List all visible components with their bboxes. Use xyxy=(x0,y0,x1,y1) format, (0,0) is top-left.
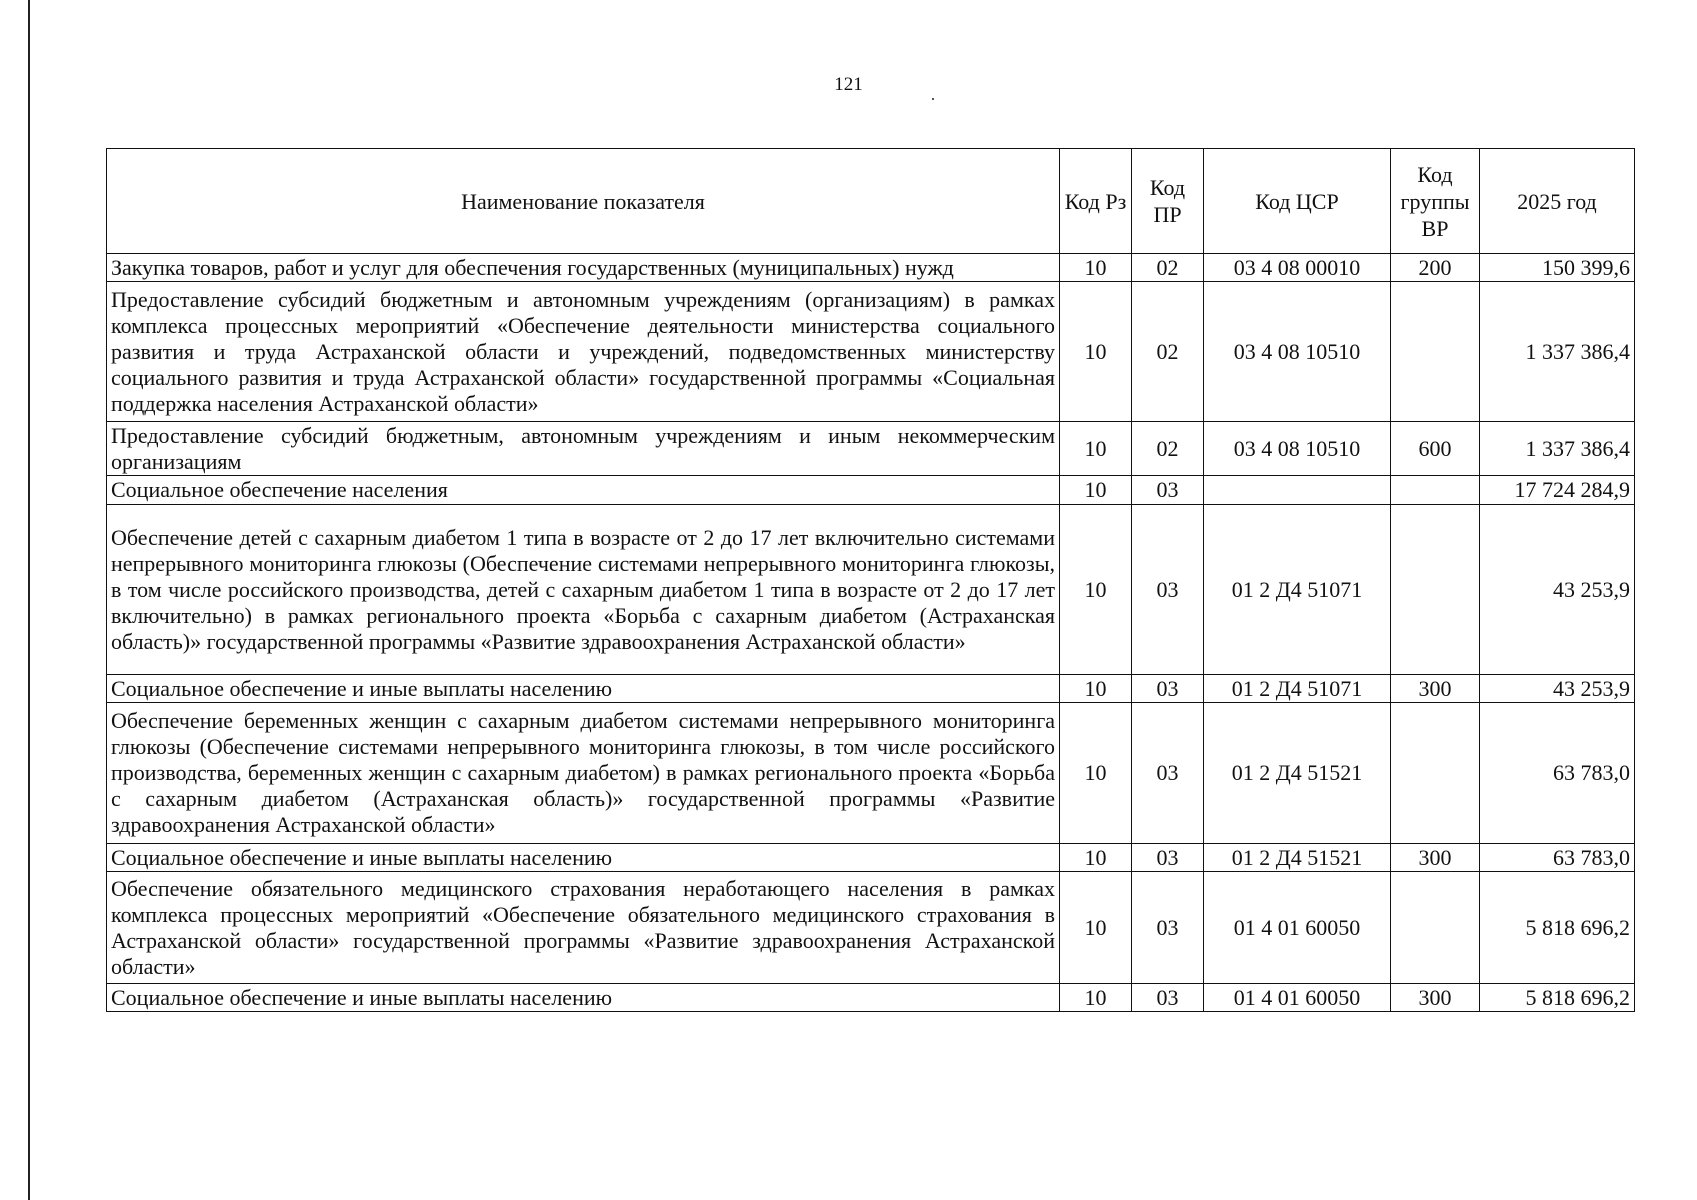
table-row xyxy=(107,505,1635,675)
cell-value: 1 337 386,4 xyxy=(1480,282,1635,422)
table-row xyxy=(107,984,1635,1012)
cell-vr: 600 xyxy=(1391,422,1480,476)
header-pr: Код ПР xyxy=(1132,149,1204,254)
cell-vr xyxy=(1391,476,1480,505)
header-vr: Код группы ВР xyxy=(1391,149,1480,254)
cell-vr xyxy=(1391,872,1480,984)
table-row xyxy=(107,844,1635,872)
table-row xyxy=(107,675,1635,703)
cell-rz: 10 xyxy=(1060,703,1132,844)
table-row xyxy=(107,254,1635,282)
cell-value: 17 724 284,9 xyxy=(1480,476,1635,505)
cell-rz: 10 xyxy=(1060,984,1132,1012)
cell-csr: 03 4 08 00010 xyxy=(1204,254,1391,282)
cell-name: Социальное обеспечение населения xyxy=(107,476,1060,505)
cell-value: 1 337 386,4 xyxy=(1480,422,1635,476)
cell-rz: 10 xyxy=(1060,505,1132,675)
cell-csr: 01 2 Д4 51071 xyxy=(1204,505,1391,675)
cell-vr: 300 xyxy=(1391,844,1480,872)
cell-vr xyxy=(1391,282,1480,422)
cell-csr: 03 4 08 10510 xyxy=(1204,282,1391,422)
header-name: Наименование показателя xyxy=(107,149,1060,254)
cell-vr xyxy=(1391,505,1480,675)
table-row xyxy=(107,703,1635,844)
cell-name: Социальное обеспечение и иные выплаты населению xyxy=(107,984,1060,1012)
cell-pr: 03 xyxy=(1132,703,1204,844)
cell-name: Социальное обеспечение и иные выплаты населению xyxy=(107,675,1060,703)
table-row xyxy=(107,282,1635,422)
header-rz: Код Рз xyxy=(1060,149,1132,254)
scan-speck xyxy=(932,98,934,100)
cell-value: 5 818 696,2 xyxy=(1480,872,1635,984)
cell-csr: 01 2 Д4 51521 xyxy=(1204,703,1391,844)
cell-vr: 300 xyxy=(1391,984,1480,1012)
cell-csr xyxy=(1204,476,1391,505)
cell-rz: 10 xyxy=(1060,872,1132,984)
cell-value: 150 399,6 xyxy=(1480,254,1635,282)
cell-name: Обеспечение обязательного медицинского страхования неработающего населения в рамках комплекса процессных мероприятий «Обеспечение обязательного медицинского страхования в Астраханской области» государственной программы «Развитие здравоохранения Астраханской области» xyxy=(107,872,1060,984)
header-year: 2025 год xyxy=(1480,149,1635,254)
cell-pr: 03 xyxy=(1132,872,1204,984)
cell-rz: 10 xyxy=(1060,422,1132,476)
cell-pr: 03 xyxy=(1132,675,1204,703)
cell-value: 63 783,0 xyxy=(1480,844,1635,872)
cell-name: Обеспечение беременных женщин с сахарным диабетом системами непрерывного мониторинга глюкозы (Обеспечение системами непрерывного мониторинга глюкозы, в том числе российского производства, беременных женщин с сахарным диабетом) в рамках регионального проекта «Борьба с сахарным диабетом (Астраханская область)» государственной программы «Развитие здравоохранения Астраханской области» xyxy=(107,703,1060,844)
table-row xyxy=(107,476,1635,505)
cell-rz: 10 xyxy=(1060,254,1132,282)
cell-pr: 02 xyxy=(1132,254,1204,282)
binding-line xyxy=(28,0,30,1200)
cell-csr: 01 2 Д4 51071 xyxy=(1204,675,1391,703)
cell-value: 63 783,0 xyxy=(1480,703,1635,844)
cell-rz: 10 xyxy=(1060,844,1132,872)
cell-pr: 03 xyxy=(1132,844,1204,872)
cell-pr: 03 xyxy=(1132,476,1204,505)
cell-pr: 03 xyxy=(1132,505,1204,675)
cell-rz: 10 xyxy=(1060,476,1132,505)
cell-vr: 200 xyxy=(1391,254,1480,282)
cell-rz: 10 xyxy=(1060,675,1132,703)
cell-name: Предоставление субсидий бюджетным и автономным учреждениям (организациям) в рамках комплекса процессных мероприятий «Обеспечение деятельности министерства социального развития и труда Астраханской области и учреждений, подведомственных министерству социального развития и труда Астраханской области» государственной программы «Социальная поддержка населения Астраханской области» xyxy=(107,282,1060,422)
cell-value: 43 253,9 xyxy=(1480,505,1635,675)
header-row xyxy=(107,149,1635,254)
cell-name: Предоставление субсидий бюджетным, автономным учреждениям и иным некоммерческим организациям xyxy=(107,422,1060,476)
cell-csr: 03 4 08 10510 xyxy=(1204,422,1391,476)
cell-csr: 01 4 01 60050 xyxy=(1204,872,1391,984)
cell-name: Закупка товаров, работ и услуг для обеспечения государственных (муниципальных) нужд xyxy=(107,254,1060,282)
cell-name: Обеспечение детей с сахарным диабетом 1 типа в возрасте от 2 до 17 лет включительно системами непрерывного мониторинга глюкозы (Обеспечение системами непрерывного мониторинга глюкозы, в том числе российского производства, детей с сахарным диабетом 1 типа в возрасте от 2 до 17 лет включительно) в рамках регионального проекта «Борьба с сахарным диабетом (Астраханская область)» государственной программы «Развитие здравоохранения Астраханской области» xyxy=(107,505,1060,675)
cell-vr xyxy=(1391,703,1480,844)
cell-csr: 01 4 01 60050 xyxy=(1204,984,1391,1012)
budget-table xyxy=(106,148,1635,1012)
cell-pr: 03 xyxy=(1132,984,1204,1012)
cell-value: 43 253,9 xyxy=(1480,675,1635,703)
page-number: 121 xyxy=(834,74,863,95)
cell-value: 5 818 696,2 xyxy=(1480,984,1635,1012)
table-row xyxy=(107,422,1635,476)
cell-csr: 01 2 Д4 51521 xyxy=(1204,844,1391,872)
header-csr: Код ЦСР xyxy=(1204,149,1391,254)
cell-pr: 02 xyxy=(1132,422,1204,476)
cell-vr: 300 xyxy=(1391,675,1480,703)
cell-name: Социальное обеспечение и иные выплаты населению xyxy=(107,844,1060,872)
cell-pr: 02 xyxy=(1132,282,1204,422)
cell-rz: 10 xyxy=(1060,282,1132,422)
table-row xyxy=(107,872,1635,984)
